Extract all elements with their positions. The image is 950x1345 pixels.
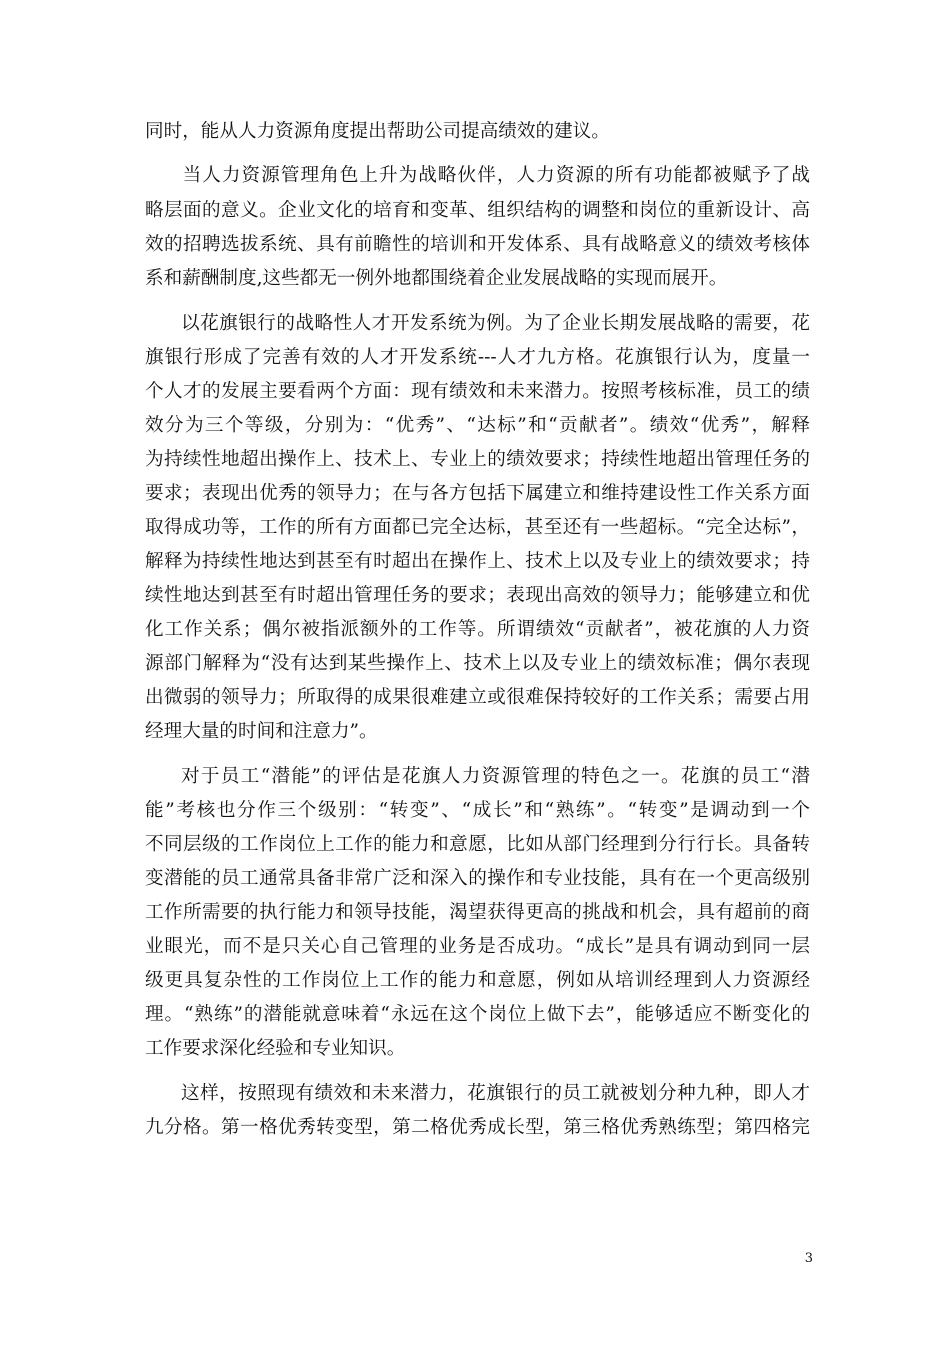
text-line: 出微弱的领导力；所取得的成果很难建立或很难保持较好的工作关系；需要占用	[145, 687, 810, 708]
text-line: 略层面的意义。企业文化的培育和变革、组织结构的调整和岗位的重新设计、高	[145, 200, 810, 221]
text-line: 工作要求深化经验和专业知识。	[145, 1038, 406, 1059]
text-line: 能”考核也分作三个级别：“转变”、“成长”和“熟练”。“转变”是调动到一个	[145, 800, 810, 821]
text-line: 以花旗银行的战略性人才开发系统为例。为了企业长期发展战略的需要，花	[181, 313, 810, 334]
text-line: 化工作关系；偶尔被指派额外的工作等。所谓绩效“贡献者”，被花旗的人力资	[145, 619, 810, 640]
text-line: 解释为持续性地达到甚至有时超出在操作上、技术上以及专业上的绩效要求；持	[145, 551, 810, 572]
text-line: 源部门解释为“没有达到某些操作上、技术上以及专业上的绩效标准；偶尔表现	[145, 653, 810, 674]
text-line: 级更具复杂性的工作岗位上工作的能力和意愿，例如从培训经理到人力资源经	[145, 970, 810, 991]
text-line: 理。“熟练”的潜能就意味着“永远在这个岗位上做下去”，能够适应不断变化的	[145, 1004, 810, 1025]
text-line: 对于员工“潜能”的评估是花旗人力资源管理的特色之一。花旗的员工“潜	[181, 766, 810, 787]
page-number: 3	[804, 1251, 813, 1266]
text-line: 工作所需要的执行能力和领导技能，渴望获得更高的挑战和机会，具有超前的商	[145, 902, 810, 923]
text-line: 变潜能的员工通常具备非常广泛和深入的操作和专业技能，具有在一个更高级别	[145, 868, 810, 889]
text-line: 经理大量的时间和注意力”。	[145, 721, 378, 742]
text-line: 九分格。第一格优秀转变型，第二格优秀成长型，第三格优秀熟练型；第四格完	[145, 1117, 810, 1138]
text-line: 当人力资源管理角色上升为战略伙伴，人力资源的所有功能都被赋予了战	[163, 165, 810, 186]
text-line: 续性地达到甚至有时超出管理任务的要求；表现出高效的领导力；能够建立和优	[145, 585, 810, 606]
text-line: 同时，能从人力资源角度提出帮助公司提高绩效的建议。	[145, 121, 610, 142]
text-line: 要求；表现出优秀的领导力；在与各方包括下属建立和维持建设性工作关系方面	[145, 483, 810, 504]
text-line: 业眼光，而不是只关心自己管理的业务是否成功。“成长”是具有调动到同一层	[145, 936, 810, 957]
text-line: 效分为三个等级，分别为：“优秀”、“达标”和“贡献者”。绩效“优秀”，解释	[145, 415, 810, 436]
text-line: 旗银行形成了完善有效的人才开发系统---人才九方格。花旗银行认为，度量一	[145, 347, 810, 368]
text-line: 取得成功等，工作的所有方面都已完全达标，甚至还有一些超标。“完全达标”，	[145, 517, 810, 538]
text-line: 为持续性地超出操作上、技术上、专业上的绩效要求；持续性地超出管理任务的	[145, 449, 810, 470]
text-line: 个人才的发展主要看两个方面：现有绩效和未来潜力。按照考核标准，员工的绩	[145, 381, 810, 402]
text-line: 这样，按照现有绩效和未来潜力，花旗银行的员工就被划分种九种，即人才	[181, 1083, 810, 1104]
text-line: 效的招聘选拔系统、具有前瞻性的培训和开发体系、具有战略意义的绩效考核体	[145, 234, 810, 255]
text-line: 不同层级的工作岗位上工作的能力和意愿，比如从部门经理到分行行长。具备转	[145, 834, 810, 855]
text-line: 系和薪酬制度,这些都无一例外地都围绕着企业发展战略的实现而展开。	[145, 268, 728, 289]
